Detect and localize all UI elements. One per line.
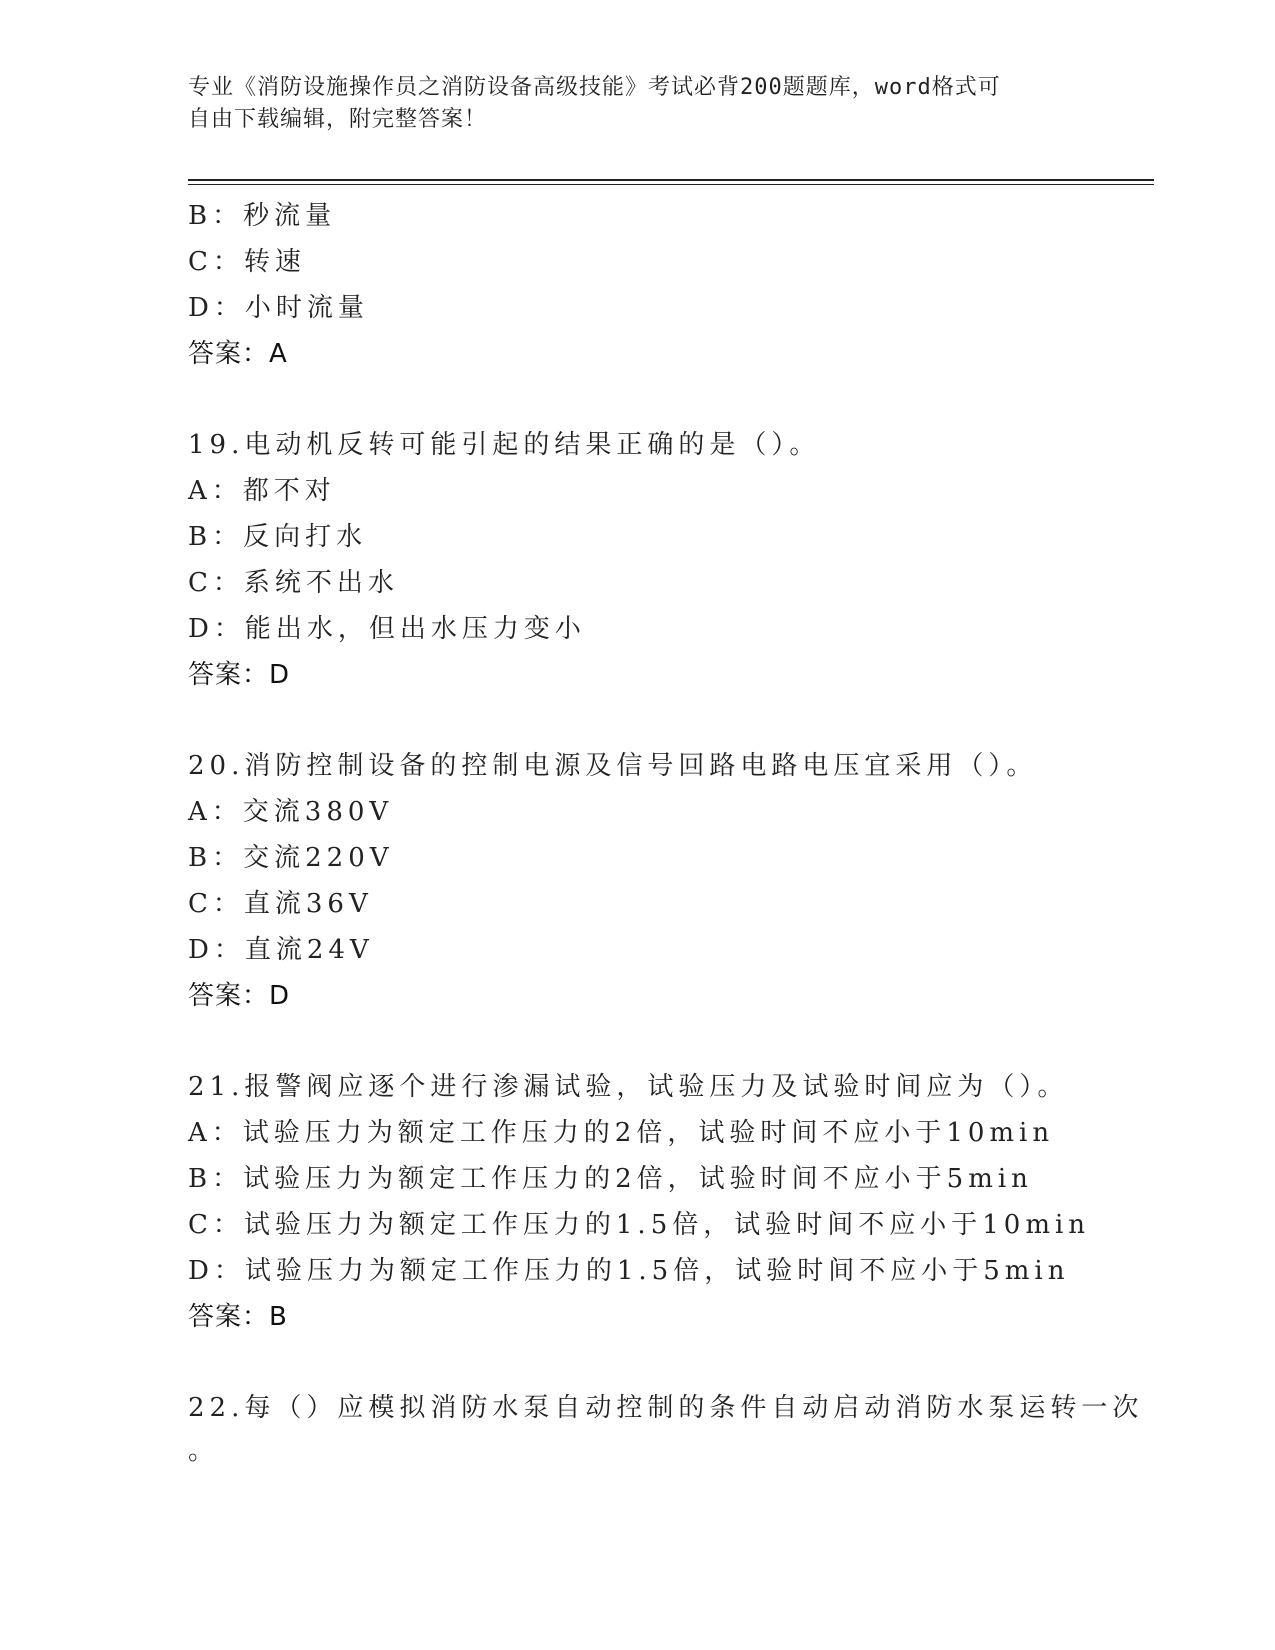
header-divider-thin	[188, 184, 1154, 185]
answer-line: 答案：B	[188, 1302, 288, 1332]
question-text: 22.每（）应模拟消防水泵自动控制的条件自动启动消防水泵运转一次	[188, 1393, 1144, 1423]
option-c: C：试验压力为额定工作压力的1.5倍，试验时间不应小于10min	[188, 1210, 1091, 1240]
option-d: D：能出水，但出水压力变小	[188, 614, 586, 644]
option-a: A：都不对	[188, 476, 336, 506]
option-b: B：秒流量	[188, 201, 337, 231]
spacer	[188, 1340, 1148, 1385]
question-22	[188, 1385, 1148, 1477]
header-divider-thick	[188, 179, 1154, 181]
spacer	[188, 1019, 1148, 1064]
question-19	[188, 422, 1148, 698]
question-list	[188, 193, 1148, 1477]
option-d: D：直流24V	[188, 935, 374, 965]
header-line-2: 自由下载编辑，附完整答案！	[188, 107, 488, 132]
answer-line: 答案：A	[188, 339, 288, 369]
option-b: B：反向打水	[188, 522, 368, 552]
question-18-partial	[188, 193, 1148, 377]
question-text: 20.消防控制设备的控制电源及信号回路电路电压宜采用（）。	[188, 751, 1038, 781]
question-21	[188, 1064, 1148, 1340]
option-b: B：试验压力为额定工作压力的2倍，试验时间不应小于5min	[188, 1164, 1033, 1194]
question-20	[188, 743, 1148, 1019]
header-line-1: 专业《消防设施操作员之消防设备高级技能》考试必背200题题库，word格式可	[188, 75, 1001, 100]
option-c: C：直流36V	[188, 889, 373, 919]
spacer	[188, 377, 1148, 422]
option-c: C：系统不出水	[188, 568, 399, 598]
option-b: B：交流220V	[188, 843, 394, 873]
option-d: D：试验压力为额定工作压力的1.5倍，试验时间不应小于5min	[188, 1256, 1070, 1286]
option-d: D：小时流量	[188, 293, 369, 323]
spacer	[188, 698, 1148, 743]
question-text: 19.电动机反转可能引起的结果正确的是（）。	[188, 430, 821, 460]
answer-line: 答案：D	[188, 660, 291, 690]
option-a: A：试验压力为额定工作压力的2倍，试验时间不应小于10min	[188, 1118, 1055, 1148]
option-c: C：转速	[188, 247, 306, 277]
question-text: 21.报警阀应逐个进行渗漏试验，试验压力及试验时间应为（）。	[188, 1072, 1069, 1102]
answer-line: 答案：D	[188, 981, 291, 1011]
option-a: A：交流380V	[188, 797, 394, 827]
document-header	[188, 72, 1088, 136]
question-text-tail: 。	[188, 1436, 215, 1466]
